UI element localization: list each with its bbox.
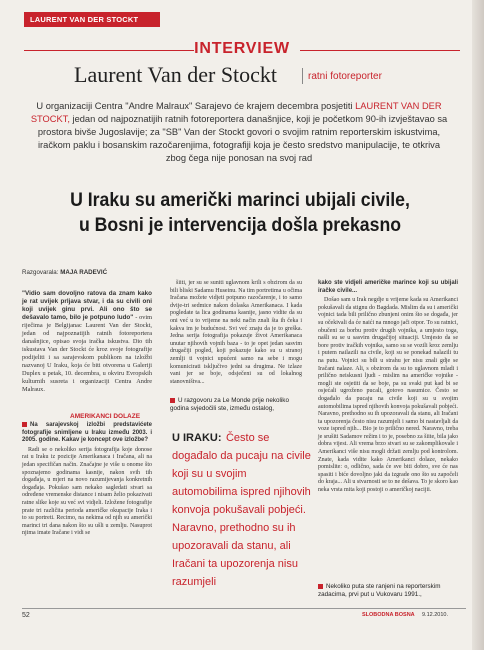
footer-date: 9.12.2010. [422, 612, 448, 618]
lead-quote-text: "Vidio sam dovoljno ratova da znam kako je rat uvijek prljava stvar, i da su civili oni koji uvijek ginu prvi. Ali ono što se dešavalo tamo, bilo je potpuno ludo" [22, 290, 152, 321]
headline-name: Laurent Van der Stockt [74, 62, 278, 87]
intro-name: LAURENT VAN DER STOCKT, [30, 101, 442, 124]
question-1-text: Na sarajevskoj izložbi predstavićete fotografije snimljene u Iraku između 2003. i 2005. godine. Kakav je koncept ove izložbe? [22, 422, 152, 444]
question-bullet-icon [318, 584, 323, 589]
pull-quote-label: U IRAKU: [172, 432, 222, 444]
column-3 [318, 280, 458, 497]
question-3-text: Nekoliko puta ste ranjeni na reporterskim zadacima, prvi put u Vukovaru 1991., [318, 583, 441, 598]
section-tag: LAURENT VAN DER STOCKT [24, 12, 160, 27]
lead-quote [22, 290, 152, 394]
kicker: INTERVIEW [194, 40, 290, 57]
subhead-amerikanci: AMERIKANCI DOLAZE [70, 413, 141, 420]
headline-divider [302, 68, 303, 84]
footer-brand: SLOBODNA BOSNA [362, 612, 415, 618]
main-title-line-2: u Bosni je intervencija došla prekasno [78, 215, 402, 236]
question-bullet-icon [170, 398, 175, 403]
intro-part-2: jedan od najpoznatijih ratnih fotoreportera današnjice, koji je početkom 90-ih izvještavao sa prostora bivše Jugoslavije; za "SB" Van der Stockt govori o svojim ratnim reporterskim iskustvima, iračkom paklu i bosanskim razočarenjima, fotografiji koja je često sredstvo manipulacije, te otkriva zbog čega nije ponosan na svoj rad [37, 114, 448, 163]
byline-label: Razgovarala: [22, 269, 59, 276]
pull-quote-body: Često se događalo da pucaju na civile koji su u svojim automobilima ispred njihovih konvoja pokušavali pobjeći. Naravno, prethodno su ih upozoravali da stanu, ali Iračani ta upozorenja nisu razumjeli [172, 432, 311, 588]
page-number: 52 [22, 612, 30, 619]
question-3 [318, 583, 460, 599]
column-1 [22, 290, 152, 396]
intro-part-1: U organizaciji Centra "Andre Malraux" Sarajevo će krajem decembra posjetiti [36, 101, 353, 111]
pull-quote [172, 428, 312, 590]
intro-paragraph [28, 100, 450, 165]
headline-subtitle: ratni fotoreporter [308, 71, 382, 82]
kicker-rule-right [300, 50, 460, 51]
main-title [37, 188, 442, 238]
question-bullet-icon [22, 422, 27, 427]
main-title-line-1: U Iraku su američki marinci ubijali civile, [70, 190, 410, 211]
byline [22, 269, 107, 276]
question-2-text: U razgovoru za Le Monde prije nekoliko godina svjedočili ste, između ostalog, [170, 397, 289, 412]
column-1-interview [22, 422, 152, 540]
column-2-text: šiiti, jer su se suniti uglavnom krili s obzirom da su bili bliski Sadamu Huseinu. Na tim portretima u očima Iračana možete vidjeti potpuno razočarenje, i to samo dvije-tri sedmice nakon dolaska Amerikanaca. I kada pogledate ta lica godinama kasnije, jasno vidite da su oni već u to vrijeme na neki način znali šta ih čeka i kakva im je budućnost. Svi već znaju da je to greška. Jedna serija fotografija pokazuje život Amerikanaca unutar njihovih vojnih baza - to je opet jedan sasvim drugačiji pogled, koji pokazuje kako su u stranoj zemlji ti vojnici upućeni samo na sebe i mogu komunicirati isključivo jedni sa drugima. Ne izlaze vani jer se boje, odsječeni su od lokalnog stanovništva... [170, 280, 302, 385]
page-binding-shadow [472, 0, 484, 650]
question-1 [22, 422, 152, 445]
lead-quote-tail: - ovim riječima je Belgijanac Laurent Van der Stockt, jedan od najpoznatijih ratnih fotoreportera današnjice, opisao svoja iračka iskustva. Dio tih iskustava Van der Stockt će kroz svoje fotografije podijeliti i sa sarajevskom publikom na izložbi nazvanoj U Iraku, koja će biti otvorena u Galeriji Duplex u petak, 10. decembra, u okviru Evropskih kulturnih susreta i organizaciji Centra Andre Malraux. [22, 314, 153, 393]
question-2 [170, 397, 302, 413]
footer-rule [22, 608, 466, 609]
byline-name: MAJA RADEVIĆ [60, 269, 108, 276]
column-2 [170, 280, 302, 388]
column-3-text: Došao sam u Irak negdje u vrijeme kada su Amerikanci pokušavali da stignu do Bagdada. Mislim da su i američki vojnici tada bili prilično zbunjeni onim što se događa, jer su očekivali da će naići na mnogo jači otpor. To su ratnici, obučeni za borbu protiv drugih vojnika, a umjesto toga, našli su se u sasvim drugačijoj situaciji. Umjesto da se bore protiv iračkih vojnika, samo su se vozili kroz zemlju i putem nailazili na civile, koji su se ponekad nalazili tu na putu. Vojnici su bili u strahu jer nisu znali gdje se Iračani nalaze. Ali, s obzirom da su to uglavnom mladi i prilično neiskusni ljudi - mislim na američke vojnike - mogli ste osjetiti da se boje, pa su svaki put kad bi se osjećali ugroženo pucali, gotovo nasumice. Često se događalo da pucaju na civile koji su u svojim automobilima ispred njihovih konvoja pokušavali pobjeći. Naravno, prethodno su ih upozoravali da stanu, ali Iračani ta upozorenja često nisu razumjeli i samo bi nastavljali da voze ispred njih... Bio je to prilično nered. Naravno, treba je srušiti Sadamov režim i to je, posebno za šiite, bila jako dobra vijest. Ali vrema brzo stvari su se zakomplikovale i Amerikanci više nisu mogli držati zemlju pod kontrolom. Znate, kada vidite kako Amerikanci dolaze, nekako pomislite: o, odlično, sada će sve biti dobro, sve će nas spasiti i biće dovoljno jaki da izgrade ono što su započeli do kraja... Ali u stvarnosti se to ne dešava. To je skoro kao neka vrsta mita koji postoji o američkoj nacijii. [318, 297, 458, 494]
answer-1: Radi se o nekoliko serija fotografija koje donose rat u Iraku iz pozicije Amerikanaca i Iračana, ali na jedan specifičan način. Značajne je više u onome što spoznajemo godinama kasnije, nakon svih tih događaja, u mjeri na novo razumijevanja konkretnih događaja. Pokušao sam nekako sagledati stvari sa određene vremenske distance i nisam želio pokazivati ratne slike koje su već svi vidjeli. Izložene fotografije prate tri različita perioda američke okupacije Iraka i to su portreti. Recimo, na nekima od njih su američki marinci tri dana nakon što su ušli u zemlju. Nasuprot njima imate Iračane i vidi se [22, 446, 152, 537]
column-3-lead: kako ste vidjeli američke marince koji su ubijali iračke civile... [318, 280, 458, 294]
